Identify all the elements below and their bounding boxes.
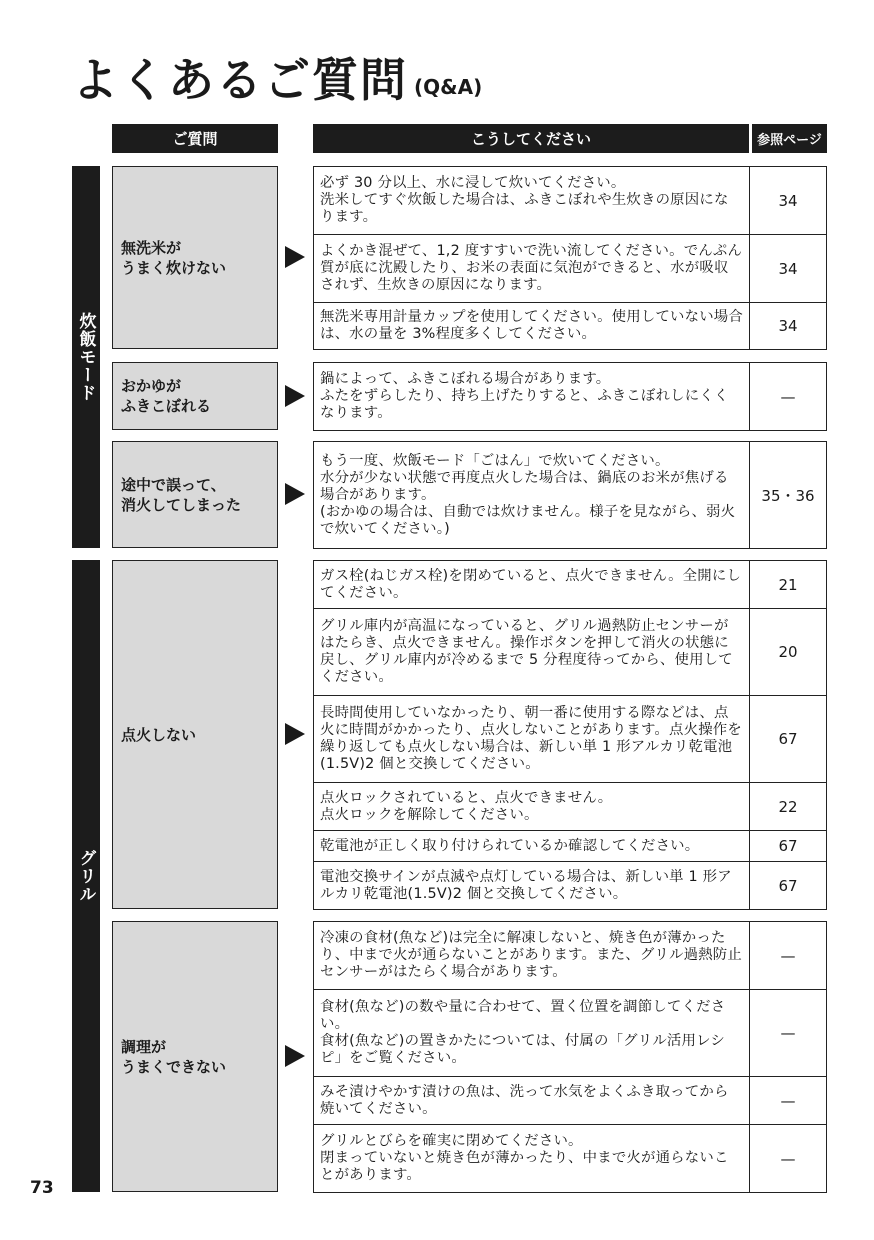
reference-page: — [780, 1091, 796, 1110]
section-label-text: 炊飯モード [75, 312, 96, 402]
reference-page: 20 [778, 643, 798, 661]
reference-page: — [780, 946, 796, 965]
column-header-question: ご質問 [112, 124, 278, 153]
question-box [112, 921, 278, 1192]
question-text: 途中で誤って、 消火してしまった [121, 475, 242, 514]
question-text: 無洗米が うまく炊けない [121, 238, 227, 277]
answer-table [313, 362, 827, 431]
reference-page: — [780, 387, 796, 406]
answer-text: ガス栓(ねじガス栓)を閉めていると、点火できません。全開にしてください。 [314, 561, 750, 608]
answer-text: 無洗米専用計量カップを使用してください。使用していない場合は、水の量を 3%程度多くしてください。 [314, 303, 750, 349]
reference-page: 67 [778, 730, 798, 748]
question-box [112, 560, 278, 909]
reference-page: 21 [778, 575, 798, 594]
table-row [314, 783, 826, 831]
reference-page: 35・36 [761, 486, 815, 505]
reference-page: 67 [778, 876, 798, 895]
table-row [314, 609, 826, 696]
answer-text: よくかき混ぜて、1,2 度すすいで洗い流してください。でんぷん質が底に沈殿したり、お米の表面に気泡ができると、水が吸収されず、生炊きの原因になります。 [314, 235, 750, 302]
reference-page: 22 [778, 797, 798, 816]
answer-text: 鍋によって、ふきこぼれる場合があります。 ふたをずらしたり、持ち上げたりすると、ふきこぼれしにくくなります。 [314, 363, 750, 430]
column-header-page: 参照ページ [752, 124, 827, 153]
table-row [314, 990, 826, 1077]
reference-page: — [780, 1024, 796, 1042]
question-text: おかゆが ふきこぼれる [121, 377, 212, 415]
reference-page: 34 [778, 191, 798, 210]
table-row [314, 442, 826, 549]
table-row [314, 1077, 826, 1125]
answer-text: みそ漬けやかす漬けの魚は、洗って水気をよくふき取ってから焼いてください。 [314, 1077, 750, 1124]
section-label-text: グリル [75, 849, 96, 903]
answer-text: 食材(魚など)の数や量に合わせて、置く位置を調節してください。 食材(魚など)の置きかたについては、付属の「グリル活用レシピ」をご覧ください。 [314, 990, 750, 1076]
section-label-rice-mode [72, 166, 100, 548]
arrow-right-icon [285, 1045, 305, 1067]
table-row [314, 831, 826, 862]
answer-text: 冷凍の食材(魚など)は完全に解凍しないと、焼き色が薄かったり、中まで火が通らないことがあります。また、グリル過熱防止センサーがはたらく場合があります。 [314, 922, 750, 989]
table-row [314, 922, 826, 990]
answer-text: 電池交換サインが点滅や点灯している場合は、新しい単 1 形アルカリ乾電池(1.5V)2 個と交換してください。 [314, 862, 750, 909]
page-number: 73 [30, 1178, 54, 1198]
table-row [314, 561, 826, 609]
question-box [112, 441, 278, 548]
page-title-sub: (Q&A) [414, 75, 483, 99]
answer-table [313, 441, 827, 549]
table-row [314, 696, 826, 783]
table-row [314, 862, 826, 910]
arrow-right-icon [285, 385, 305, 407]
page-title-main: よくあるご質問 [72, 53, 408, 107]
answer-text: 点火ロックされていると、点火できません。 点火ロックを解除してください。 [314, 783, 750, 830]
answer-text: もう一度、炊飯モード「ごはん」で炊いてください。 水分が少ない状態で再度点火した場合は、鍋底のお米が焦げる場合があります。 (おかゆの場合は、自動では炊けません。様子を見ながら、弱火で炊いてください。) [314, 442, 750, 548]
table-row [314, 363, 826, 431]
section-label-grill [72, 560, 100, 1192]
reference-page: — [780, 1149, 796, 1168]
answer-table [313, 166, 827, 350]
reference-page: 34 [778, 317, 798, 335]
answer-table [313, 560, 827, 910]
question-box [112, 166, 278, 349]
answer-text: グリル庫内が高温になっていると、グリル過熱防止センサーがはたらき、点火できません。操作ボタンを押して消火の状態に戻し、グリル庫内が冷めるまで 5 分程度待ってから、使用してください。 [314, 609, 750, 695]
table-row [314, 303, 826, 350]
table-row [314, 167, 826, 235]
arrow-right-icon [285, 246, 305, 268]
answer-table [313, 921, 827, 1193]
arrow-right-icon [285, 723, 305, 745]
answer-text: グリルとびらを確実に閉めてください。 閉まっていないと焼き色が薄かったり、中まで火が通らないことがあります。 [314, 1125, 750, 1192]
reference-page: 34 [778, 259, 798, 278]
question-box [112, 362, 278, 430]
answer-text: 乾電池が正しく取り付けられているか確認してください。 [314, 831, 750, 861]
table-row [314, 235, 826, 303]
column-header-answer: こうしてください [313, 124, 749, 153]
question-text: 点火しない [121, 725, 197, 744]
reference-page: 67 [778, 837, 798, 855]
page-title [72, 50, 482, 117]
answer-text: 長時間使用していなかったり、朝一番に使用する際などは、点火に時間がかかったり、点火しないことがあります。点火操作を繰り返しても点火しない場合は、新しい単 1 形アルカリ乾電池(1.5V)2 個と交換してください。 [314, 696, 750, 782]
table-row [314, 1125, 826, 1193]
arrow-right-icon [285, 483, 305, 505]
answer-text: 必ず 30 分以上、水に浸して炊いてください。 洗米してすぐ炊飯した場合は、ふきこぼれや生炊きの原因になります。 [314, 167, 750, 234]
question-text: 調理が うまくできない [121, 1037, 227, 1076]
